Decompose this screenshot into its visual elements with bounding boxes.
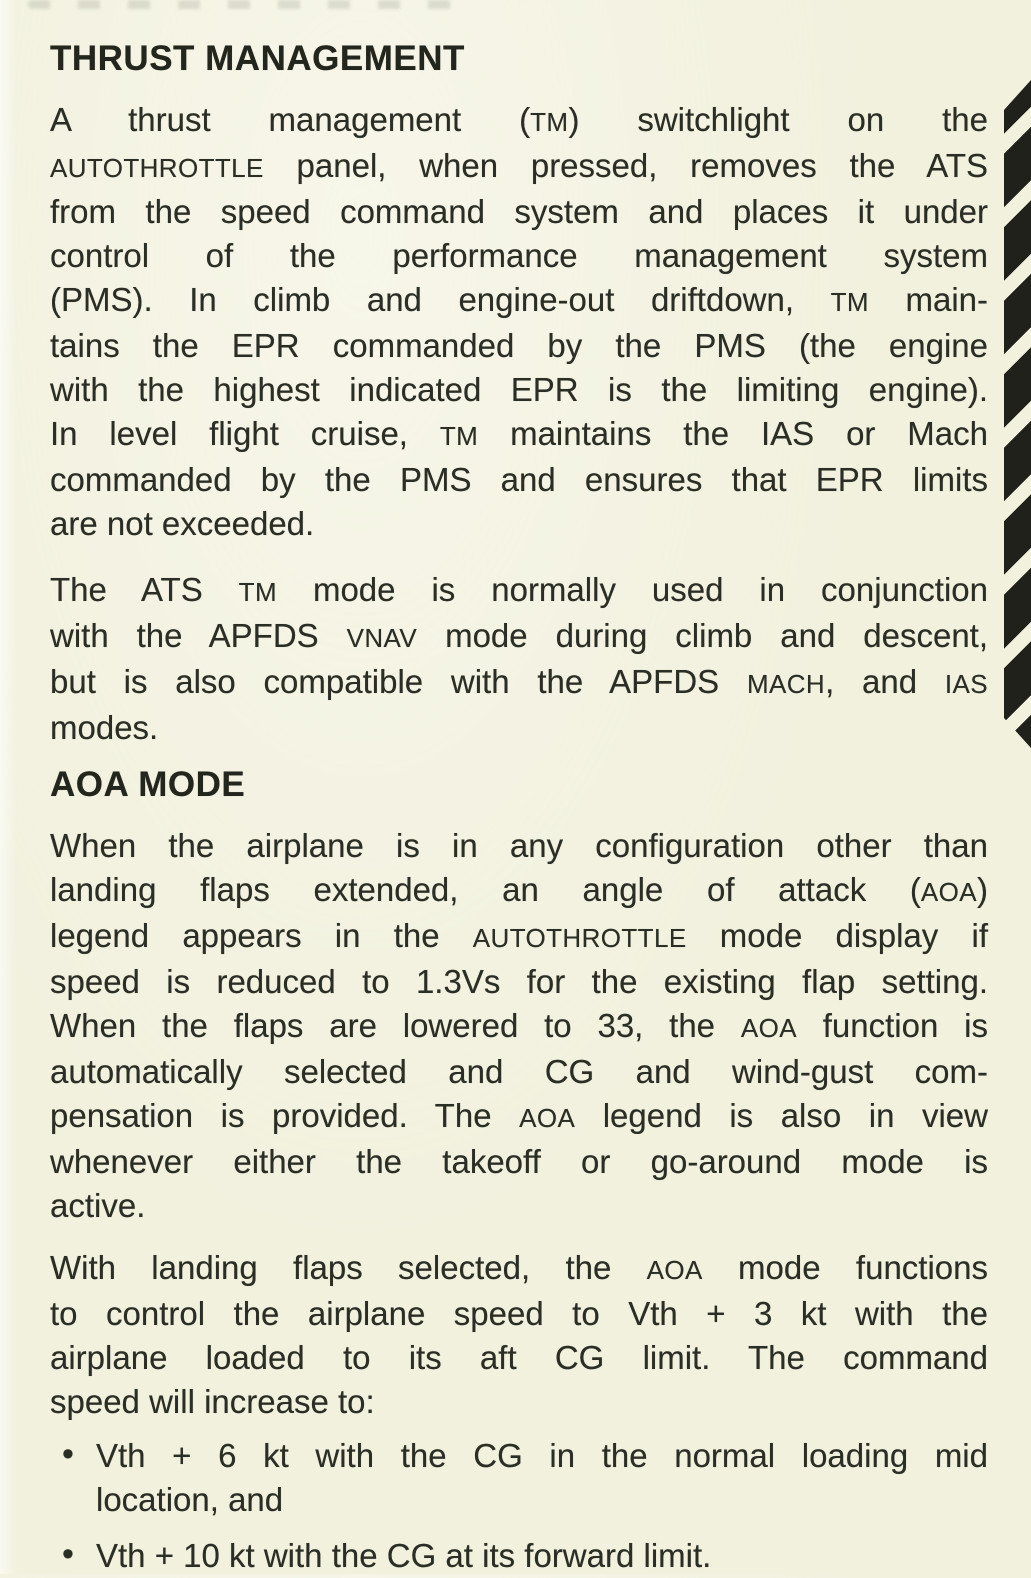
text-line: pensation is provided. The AOA legend is also in view: [50, 1097, 988, 1134]
text-line: modes.: [50, 709, 159, 746]
small-caps-abbreviation: AOA: [519, 1103, 576, 1133]
small-caps-abbreviation: TM: [238, 577, 278, 607]
text-line: automatically selected and CG and wind-gust com-: [50, 1053, 988, 1090]
text-line: AUTOTHROTTLE panel, when pressed, removes the ATS: [50, 147, 988, 184]
text-line: speed is reduced to 1.3Vs for the existing flap setting.: [50, 963, 988, 1000]
small-caps-abbreviation: AOA: [646, 1255, 703, 1285]
text-line: airplane loaded to its aft CG limit. The command: [50, 1339, 988, 1376]
text-line: The ATS TM mode is normally used in conjunction: [50, 571, 988, 608]
small-caps-abbreviation: TM: [530, 107, 569, 137]
paragraph: [50, 1246, 988, 1424]
text-line: When the flaps are lowered to 33, the AOA function is: [50, 1007, 988, 1044]
small-caps-abbreviation: IAS: [944, 669, 988, 699]
text-line: are not exceeded.: [50, 505, 315, 542]
text-line: control of the performance management system: [50, 237, 988, 274]
text-line: location, and: [96, 1481, 284, 1518]
bullet-item: [50, 1534, 988, 1578]
small-caps-abbreviation: TM: [439, 421, 479, 451]
text-line: In level flight cruise, TM maintains the IAS or Mach: [50, 415, 988, 452]
text-line: speed will increase to:: [50, 1383, 375, 1420]
text-line: with the APFDS VNAV mode during climb and descent,: [50, 617, 989, 654]
small-caps-abbreviation: AUTOTHROTTLE: [472, 923, 687, 953]
text-line: commanded by the PMS and ensures that EPR limits: [50, 461, 988, 498]
bullet-marker: •: [62, 1535, 74, 1573]
cutoff-text-artifact: [28, 0, 458, 9]
text-line: legend appears in the AUTOTHROTTLE mode display if: [50, 917, 988, 954]
text-line: but is also compatible with the APFDS MACH, and IAS: [50, 663, 988, 700]
paragraph: [50, 824, 988, 1228]
paragraph: [50, 568, 988, 750]
small-caps-abbreviation: TM: [830, 287, 869, 317]
bullet-item: [50, 1434, 988, 1522]
text-line: to control the airplane speed to Vth + 3 kt with the: [50, 1295, 988, 1332]
chapter-tab-stripes: [1004, 80, 1031, 748]
small-caps-abbreviation: VNAV: [346, 623, 418, 653]
text-line: With landing flaps selected, the AOA mode functions: [50, 1249, 988, 1286]
small-caps-abbreviation: MACH: [746, 669, 826, 699]
text-line: landing flaps extended, an angle of attack (AOA): [50, 871, 988, 908]
text-line: with the highest indicated EPR is the limiting engine).: [50, 371, 988, 408]
text-line: When the airplane is in any configuration other than: [50, 827, 988, 864]
small-caps-abbreviation: AOA: [920, 877, 977, 907]
section-heading: AOA MODE: [50, 765, 246, 804]
bullet-marker: •: [62, 1435, 74, 1473]
small-caps-abbreviation: AUTOTHROTTLE: [50, 153, 264, 183]
text-line: (PMS). In climb and engine-out driftdown, TM main-: [50, 281, 988, 318]
text-line: A thrust management (TM) switchlight on the: [50, 101, 988, 138]
text-line: Vth + 6 kt with the CG in the normal loading mid: [96, 1437, 988, 1474]
section-heading: THRUST MANAGEMENT: [50, 39, 465, 78]
text-line: whenever either the takeoff or go-around mode is: [50, 1143, 988, 1180]
page-left-edge: [0, 0, 16, 1574]
text-line: active.: [50, 1187, 146, 1224]
text-line: tains the EPR commanded by the PMS (the engine: [50, 327, 988, 364]
small-caps-abbreviation: AOA: [740, 1013, 797, 1043]
text-line: Vth + 10 kt with the CG at its forward limit.: [96, 1537, 712, 1574]
text-line: from the speed command system and places it under: [50, 193, 988, 230]
paragraph: [50, 98, 988, 546]
content: [50, 40, 988, 1578]
